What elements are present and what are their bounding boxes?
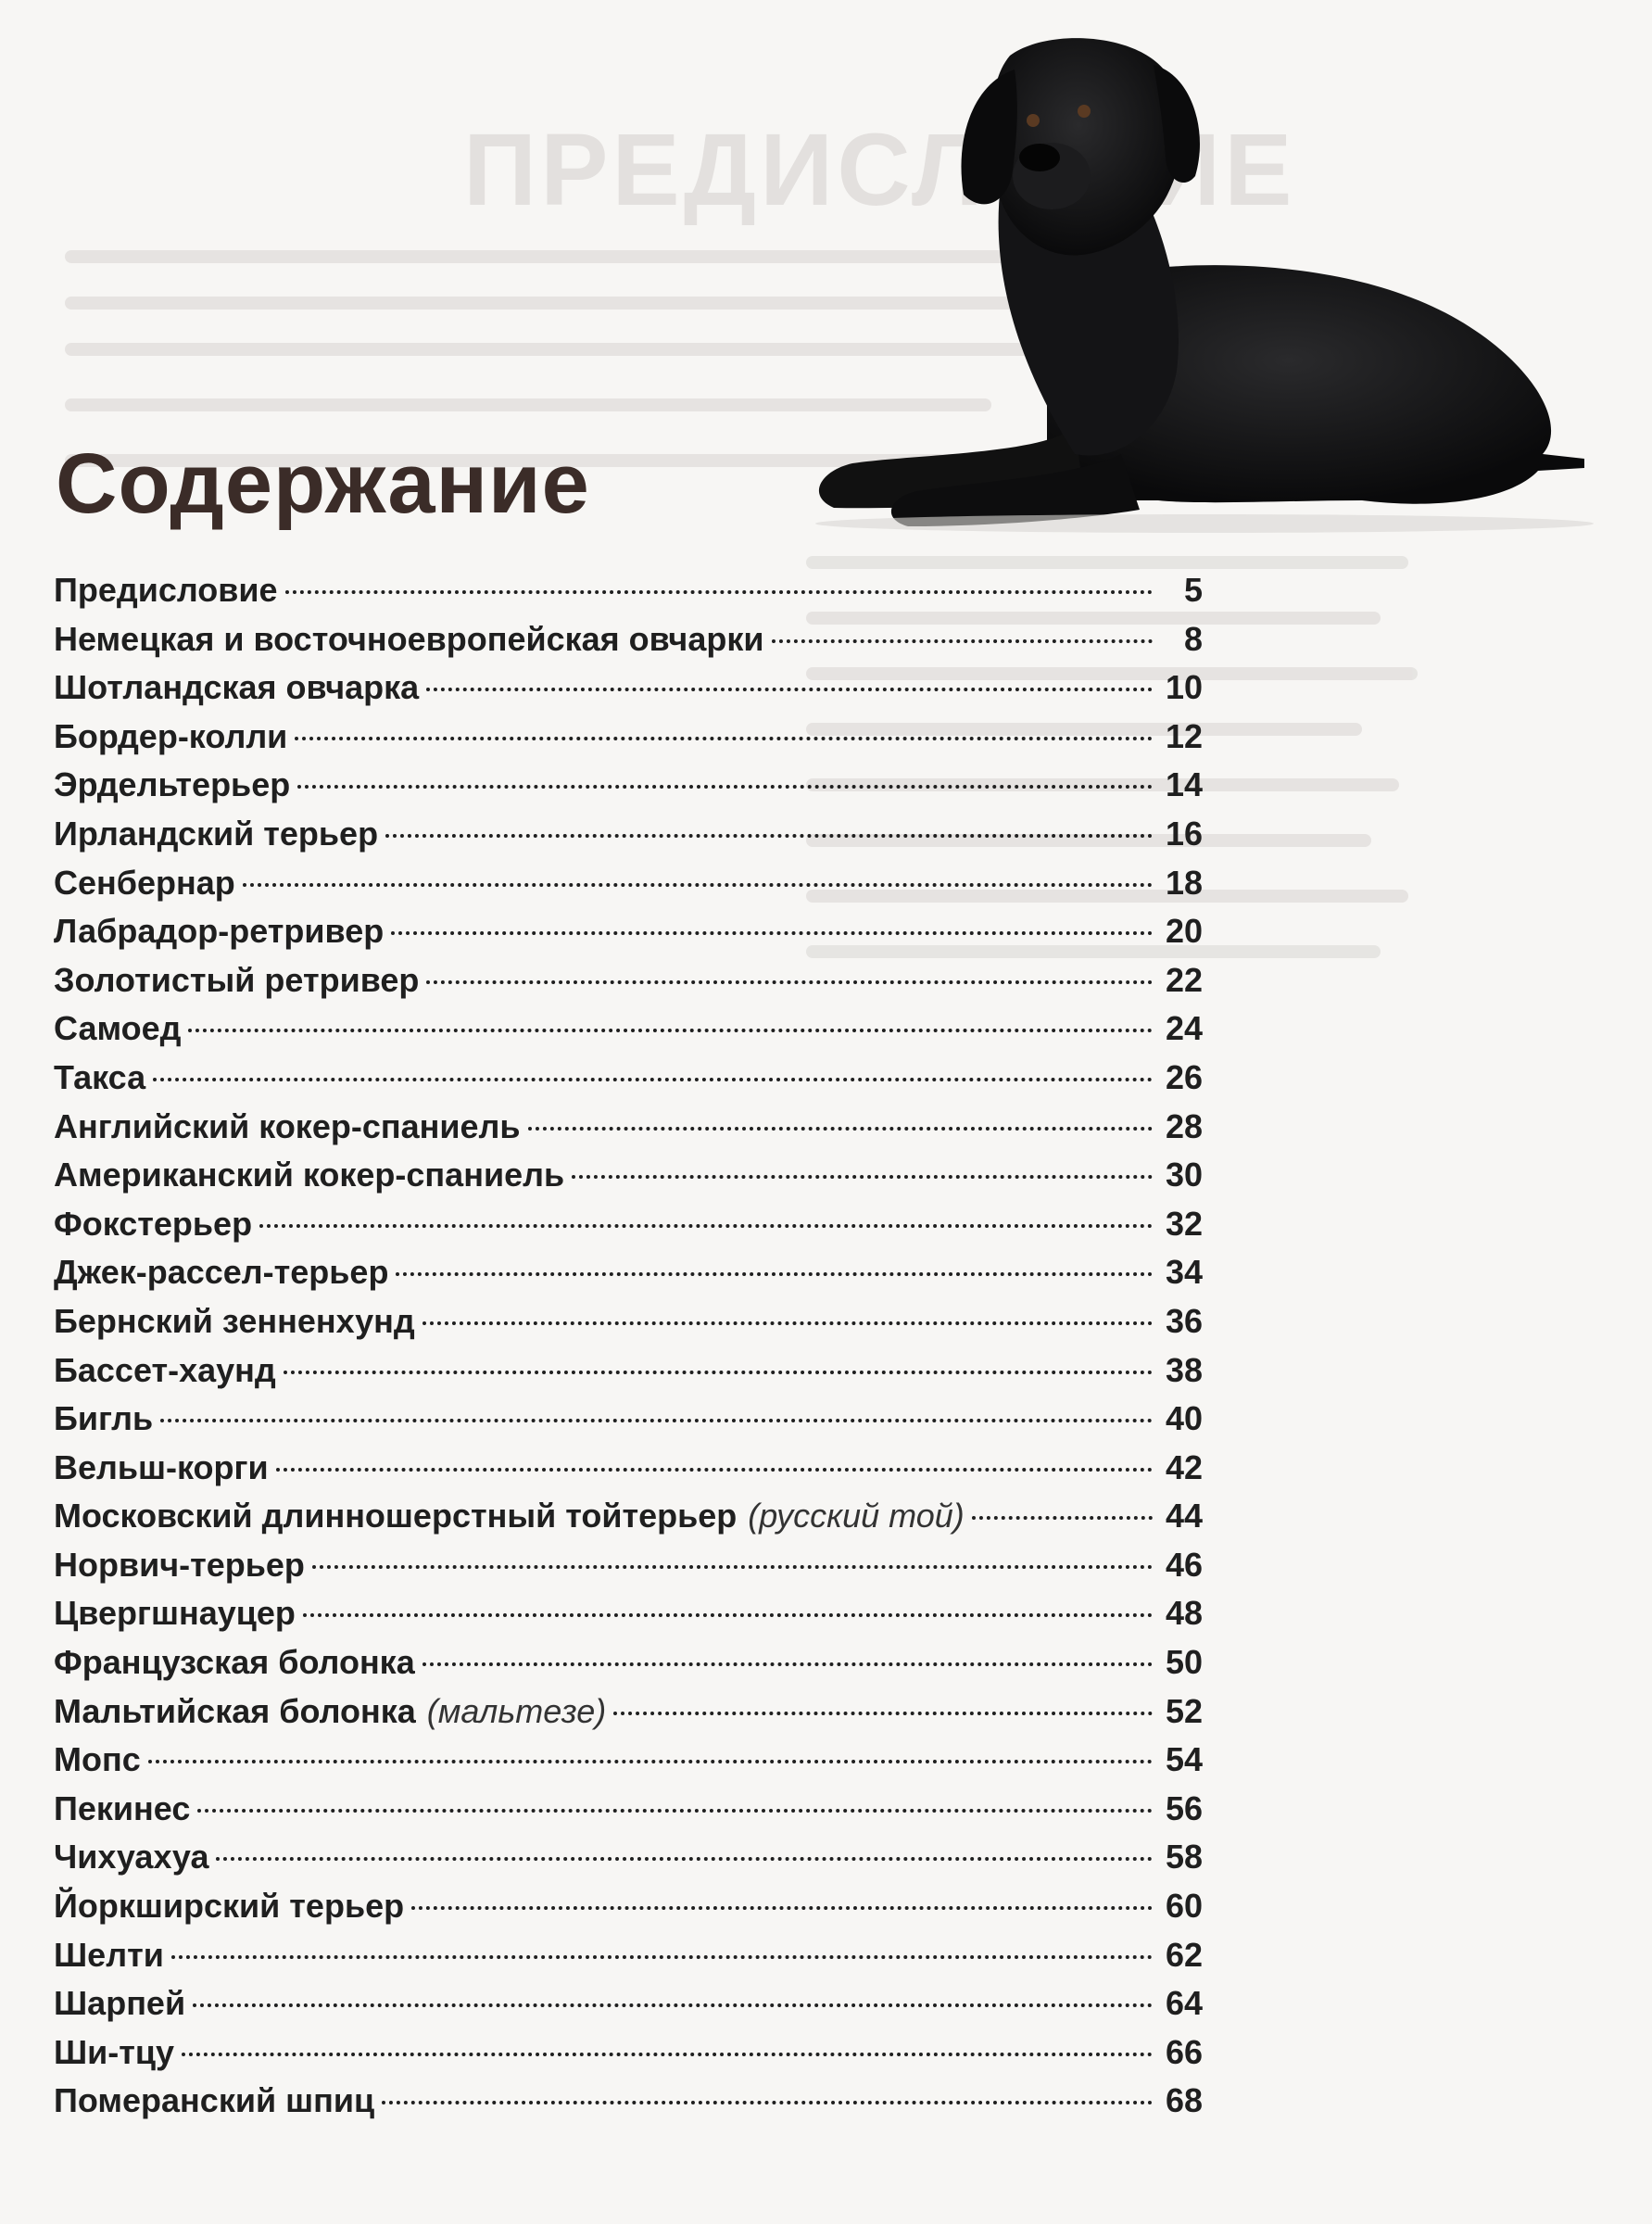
toc-entry-page-number: 56: [1165, 1788, 1203, 1827]
toc-entry-page-number: 28: [1165, 1106, 1203, 1145]
toc-entry-label: Померанский шпиц: [54, 2081, 375, 2120]
toc-entry-page-number: 26: [1165, 1057, 1203, 1096]
dot-leader: [284, 1371, 1153, 1374]
toc-entry[interactable]: [54, 1248, 1203, 1297]
dot-leader: [216, 1857, 1153, 1861]
toc-entry-page-number: 5: [1183, 571, 1203, 609]
toc-entry-label: Йоркширский терьер: [54, 1887, 405, 1926]
toc-entry-page-number: 12: [1165, 716, 1203, 755]
dot-leader: [426, 688, 1153, 691]
dot-leader: [422, 1662, 1153, 1666]
black-labrador-photo: [769, 19, 1603, 537]
toc-entry-page-number: 52: [1165, 1691, 1203, 1730]
dot-leader: [276, 1468, 1153, 1472]
toc-entry-page-number: 66: [1165, 2032, 1203, 2071]
toc-entry-label: Английский кокер-спаниель: [54, 1106, 521, 1145]
toc-entry-label: Бордер-колли: [54, 716, 288, 755]
toc-entry[interactable]: [54, 1687, 1203, 1737]
toc-entry[interactable]: [54, 1736, 1203, 1785]
dot-leader: [160, 1419, 1153, 1422]
toc-entry-page-number: 30: [1165, 1156, 1203, 1194]
toc-entry[interactable]: [54, 859, 1203, 908]
toc-entry[interactable]: [54, 1589, 1203, 1638]
toc-entry-label: Бассет-хаунд: [54, 1350, 276, 1389]
toc-entry-label: Такса: [54, 1057, 146, 1096]
dot-leader: [193, 2003, 1153, 2007]
dot-leader: [312, 1565, 1153, 1569]
toc-entry-page-number: 24: [1165, 1009, 1203, 1048]
toc-entry-label: Норвич-терьер: [54, 1545, 305, 1584]
toc-entry[interactable]: [54, 566, 1203, 615]
toc-entry[interactable]: [54, 1005, 1203, 1054]
toc-entry-label: Шелти: [54, 1935, 164, 1974]
dot-leader: [613, 1712, 1153, 1715]
toc-entry-label: Предисловие: [54, 571, 278, 609]
toc-entry-page-number: 62: [1165, 1935, 1203, 1974]
toc-entry[interactable]: [54, 663, 1203, 713]
toc-entry-label: Шарпей: [54, 1984, 186, 2023]
dot-leader: [148, 1760, 1153, 1763]
dot-leader: [972, 1516, 1153, 1520]
dot-leader: [259, 1224, 1153, 1228]
toc-entry[interactable]: [54, 1297, 1203, 1346]
toc-entry-label: Ирландский терьер: [54, 814, 379, 853]
dot-leader: [303, 1613, 1153, 1617]
toc-entry[interactable]: [54, 1151, 1203, 1200]
toc-entry-label: Бигль: [54, 1399, 154, 1438]
dot-leader: [528, 1127, 1153, 1131]
toc-entry-label: Американский кокер-спаниель: [54, 1156, 565, 1194]
toc-entry-label: Мопс: [54, 1740, 141, 1779]
toc-entry[interactable]: [54, 1395, 1203, 1444]
toc-entry-page-number: 42: [1165, 1447, 1203, 1486]
toc-entry-label: Вельш-корги: [54, 1447, 269, 1486]
dot-leader: [285, 590, 1153, 594]
toc-entry-note: (русский той): [748, 1497, 965, 1535]
dot-leader: [182, 2053, 1153, 2056]
toc-entry-label: Ши-тцу: [54, 2032, 175, 2071]
toc-entry[interactable]: [54, 1444, 1203, 1493]
toc-entry-page-number: 20: [1165, 912, 1203, 951]
toc-entry[interactable]: [54, 907, 1203, 956]
toc-entry[interactable]: [54, 1103, 1203, 1152]
dot-leader: [422, 1321, 1153, 1325]
dot-leader: [243, 883, 1153, 887]
toc-entry-page-number: 46: [1165, 1545, 1203, 1584]
toc-entry[interactable]: [54, 1785, 1203, 1834]
dot-leader: [197, 1809, 1153, 1813]
toc-entry[interactable]: [54, 1882, 1203, 1931]
dot-leader: [297, 785, 1153, 789]
toc-entry[interactable]: [54, 761, 1203, 810]
dot-leader: [396, 1272, 1153, 1276]
toc-entry[interactable]: [54, 1492, 1203, 1541]
toc-entry-page-number: 64: [1165, 1984, 1203, 2023]
dot-leader: [572, 1175, 1153, 1179]
toc-entry-page-number: 38: [1165, 1350, 1203, 1389]
toc-entry-label: Лабрадор-ретривер: [54, 912, 385, 951]
toc-entry[interactable]: [54, 1346, 1203, 1396]
toc-entry[interactable]: [54, 713, 1203, 762]
toc-entry-page-number: 14: [1165, 765, 1203, 804]
toc-entry[interactable]: [54, 1931, 1203, 1980]
ghost-heading: ПРЕДИСЛОВИЕ: [463, 113, 1296, 227]
toc-entry[interactable]: [54, 1541, 1203, 1590]
toc-entry-label: Эрдельтерьер: [54, 765, 291, 804]
toc-entry-page-number: 60: [1165, 1887, 1203, 1926]
toc-entry-page-number: 22: [1165, 960, 1203, 999]
toc-entry[interactable]: [54, 1054, 1203, 1103]
toc-entry-note: (мальтезе): [426, 1691, 607, 1730]
toc-entry[interactable]: [54, 1979, 1203, 2028]
dot-leader: [171, 1955, 1153, 1959]
toc-entry-page-number: 68: [1165, 2081, 1203, 2120]
dot-leader: [188, 1029, 1153, 1032]
dot-leader: [391, 931, 1153, 935]
toc-entry-page-number: 58: [1165, 1838, 1203, 1876]
toc-entry-page-number: 48: [1165, 1594, 1203, 1633]
toc-entry-page-number: 50: [1165, 1643, 1203, 1682]
dot-leader: [772, 639, 1154, 643]
toc-entry-page-number: 40: [1165, 1399, 1203, 1438]
toc-entry-label: Пекинес: [54, 1788, 191, 1827]
toc-entry[interactable]: [54, 956, 1203, 1005]
table-of-contents: [54, 566, 1203, 2126]
toc-entry-page-number: 10: [1165, 668, 1203, 707]
dot-leader: [295, 737, 1153, 740]
toc-entry[interactable]: [54, 2028, 1203, 2078]
toc-entry[interactable]: [54, 615, 1203, 664]
toc-entry-label: Самоед: [54, 1009, 182, 1048]
dot-leader: [382, 2101, 1153, 2104]
dot-leader: [385, 834, 1153, 838]
toc-entry-label: Немецкая и восточноевропейская овчарки: [54, 619, 764, 658]
toc-entry[interactable]: [54, 1638, 1203, 1687]
toc-entry-label: Сенбернар: [54, 863, 235, 902]
toc-entry[interactable]: [54, 1833, 1203, 1882]
toc-entry-page-number: 36: [1165, 1301, 1203, 1340]
toc-entry-label: Бернский зенненхунд: [54, 1301, 415, 1340]
toc-entry-page-number: 34: [1165, 1253, 1203, 1292]
toc-entry-label: Французская болонка: [54, 1643, 415, 1682]
toc-entry-label: Цвергшнауцер: [54, 1594, 296, 1633]
toc-entry[interactable]: [54, 2077, 1203, 2126]
toc-entry-page-number: 32: [1165, 1204, 1203, 1243]
toc-entry-label: Золотистый ретривер: [54, 960, 420, 999]
toc-entry-page-number: 8: [1183, 619, 1203, 658]
toc-entry-page-number: 16: [1165, 814, 1203, 853]
toc-entry-label: Джек-рассел-терьер: [54, 1253, 389, 1292]
toc-entry-label: Шотландская овчарка: [54, 668, 420, 707]
toc-entry[interactable]: [54, 810, 1203, 859]
toc-entry-label: Московский длинношерстный тойтерьер: [54, 1497, 738, 1535]
page-title: Содержание: [56, 436, 590, 531]
dot-leader: [153, 1078, 1153, 1081]
toc-entry-page-number: 18: [1165, 863, 1203, 902]
dot-leader: [426, 980, 1153, 984]
dot-leader: [411, 1906, 1153, 1910]
toc-entry-page-number: 54: [1165, 1740, 1203, 1779]
toc-entry-label: Мальтийская болонка: [54, 1691, 416, 1730]
toc-entry-label: Фокстерьер: [54, 1204, 253, 1243]
toc-entry[interactable]: [54, 1200, 1203, 1249]
toc-entry-label: Чихуахуа: [54, 1838, 209, 1876]
toc-entry-page-number: 44: [1165, 1497, 1203, 1535]
